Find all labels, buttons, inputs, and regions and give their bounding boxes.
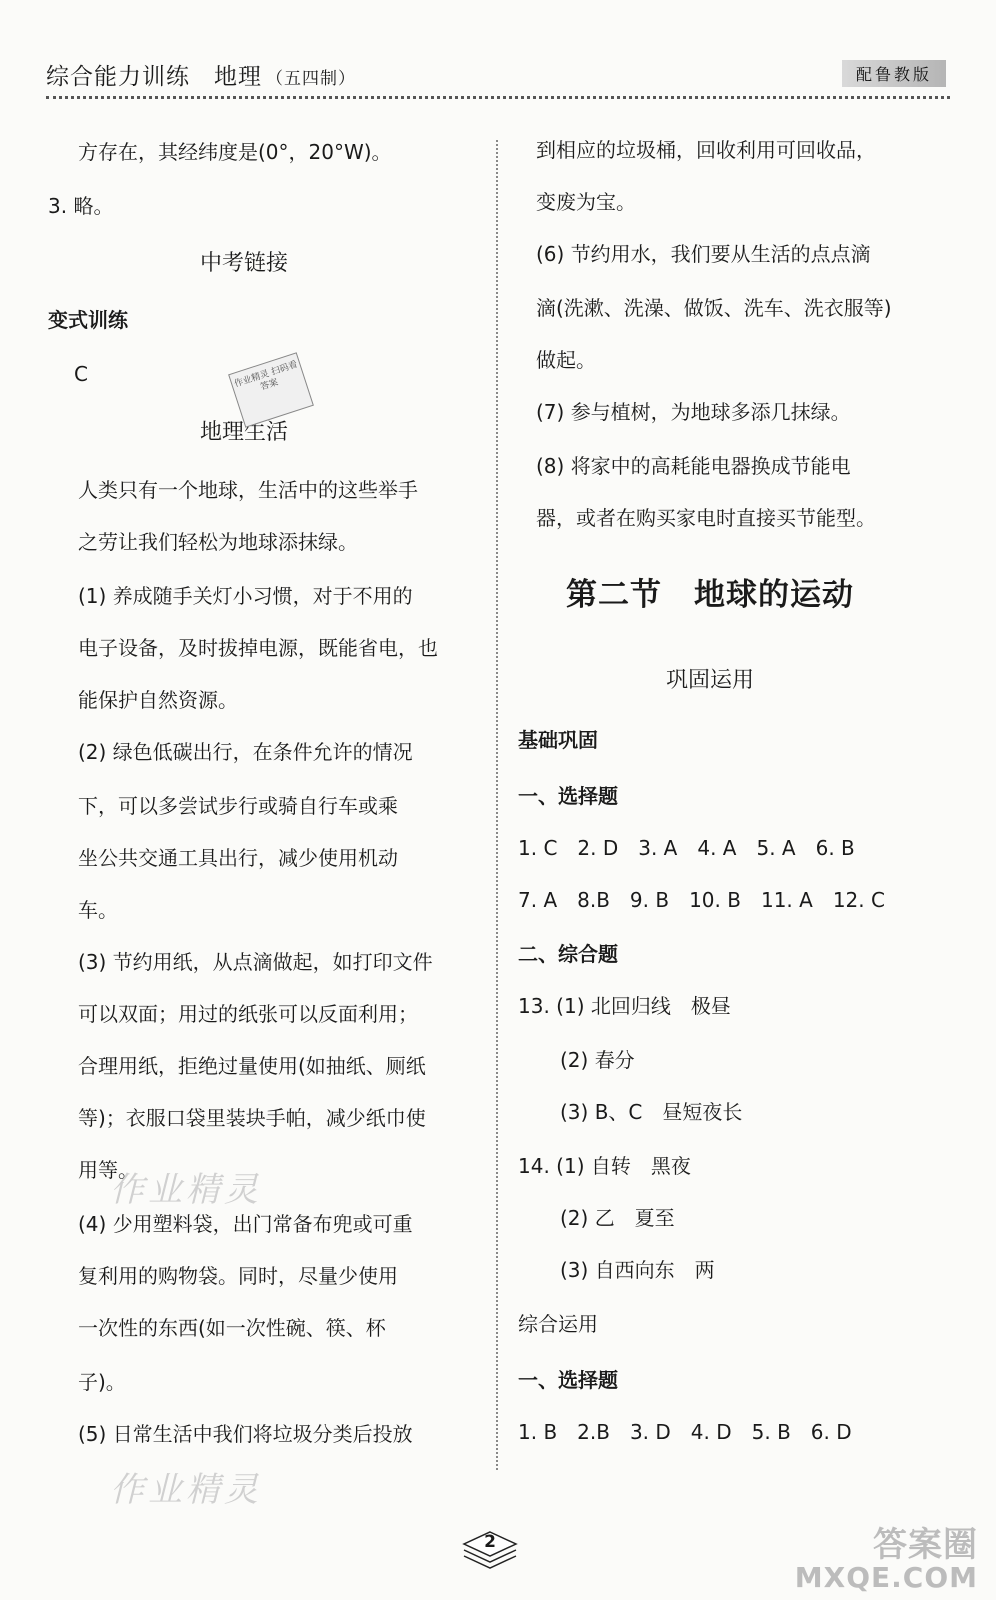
right-text-line: 器，或者在购买家电时直接买节能型。 [536, 506, 876, 530]
left-text-line: (5) 日常生活中我们将垃圾分类后投放 [78, 1422, 413, 1446]
left-text-line: 坐公共交通工具出行，减少使用机动 [78, 846, 398, 870]
left-text-line: 人类只有一个地球，生活中的这些举手 [78, 478, 418, 502]
right-text-line: (8) 将家中的高耗能电器换成节能电 [536, 454, 851, 478]
right-text-line: (3) 自西向东 两 [560, 1258, 715, 1282]
header-title [46, 58, 356, 91]
left-text-line: 方存在，其经纬度是(0°，20°W)。 [78, 140, 392, 164]
right-text-line: (6) 节约用水，我们要从生活的点点滴 [536, 242, 871, 266]
left-text-line: 子)。 [78, 1370, 126, 1394]
corner-watermark-logo [794, 1525, 978, 1594]
left-text-line: (3) 节约用纸，从点滴做起，如打印文件 [78, 950, 433, 974]
left-text-line: 可以双面；用过的纸张可以反面利用； [78, 1002, 418, 1026]
page-header [46, 58, 946, 92]
book-title: 综合能力训练 地理 [46, 64, 262, 90]
left-text-line: 地理生活 [200, 420, 289, 445]
right-text-line: 变废为宝。 [536, 190, 636, 214]
left-text-line: 3. 略。 [48, 194, 114, 218]
left-text-line: 等)；衣服口袋里装块手帕，减少纸巾使 [78, 1106, 426, 1130]
column-divider [496, 140, 498, 1470]
book-subtitle: （五四制） [266, 69, 356, 89]
left-text-line: (4) 少用塑料袋，出门常备布兜或可重 [78, 1212, 413, 1236]
right-text-line: (3) B、C 昼短夜长 [560, 1100, 743, 1124]
watermark-text: 作业精灵 [110, 1170, 262, 1210]
right-text-line: 到相应的垃圾桶，回收利用可回收品， [536, 138, 876, 162]
left-text-line: 下，可以多尝试步行或骑自行车或乘 [78, 794, 398, 818]
right-text-line: 综合运用 [518, 1312, 598, 1336]
right-text-line: 1. C 2. D 3. A 4. A 5. A 6. B [518, 836, 855, 860]
left-text-line: (2) 绿色低碳出行，在条件允许的情况 [78, 740, 413, 764]
left-text-line: 车。 [78, 898, 118, 922]
right-text-line: (2) 乙 夏至 [560, 1206, 675, 1230]
left-text-line: 变式训练 [48, 308, 128, 332]
left-text-line: 合理用纸，拒绝过量使用(如抽纸、厕纸 [78, 1054, 426, 1078]
right-text-line: 第二节 地球的运动 [566, 577, 854, 613]
right-text-line: 一、选择题 [518, 784, 618, 808]
right-text-line: 滴(洗漱、洗澡、做饭、洗车、洗衣服等) [536, 296, 892, 320]
right-text-line: 做起。 [536, 348, 596, 372]
right-text-line: 1. B 2.B 3. D 4. D 5. B 6. D [518, 1420, 852, 1444]
left-text-line: 中考链接 [200, 251, 289, 276]
right-text-line: 二、综合题 [518, 942, 618, 966]
left-text-line: 复利用的购物袋。同时，尽量少使用 [78, 1264, 398, 1288]
right-text-line: (7) 参与植树，为地球多添几抹绿。 [536, 400, 851, 424]
left-text-line: 之劳让我们轻松为地球添抹绿。 [78, 530, 358, 554]
right-text-line: (2) 春分 [560, 1048, 635, 1072]
watermark-text: 作业精灵 [110, 1470, 262, 1510]
left-text-line: C [74, 362, 88, 386]
left-text-line: (1) 养成随手关灯小习惯，对于不用的 [78, 584, 413, 608]
right-text-line: 14. (1) 自转 黑夜 [518, 1154, 691, 1178]
left-text-line: 电子设备，及时拔掉电源，既能省电，也 [78, 636, 438, 660]
right-text-line: 13. (1) 北回归线 极昼 [518, 994, 731, 1018]
left-text-line: 一次性的东西(如一次性碗、筷、杯 [78, 1316, 386, 1340]
right-text-line: 一、选择题 [518, 1368, 618, 1392]
logo-domain: MXQE.COM [794, 1561, 978, 1594]
edition-tag: 配鲁教版 [842, 60, 946, 87]
left-text-line: 用等。 [78, 1158, 138, 1182]
right-text-line: 巩固运用 [666, 668, 755, 693]
page-number: 2 [484, 1532, 496, 1552]
page-number-badge [462, 1530, 518, 1570]
watermark-stamp: 作业精灵 扫码看答案 [228, 352, 314, 428]
right-text-line: 基础巩固 [518, 728, 598, 752]
left-text-line: 能保护自然资源。 [78, 688, 238, 712]
right-text-line: 7. A 8.B 9. B 10. B 11. A 12. C [518, 888, 885, 912]
header-divider [46, 96, 950, 99]
logo-brand: 答案圈 [873, 1525, 978, 1565]
